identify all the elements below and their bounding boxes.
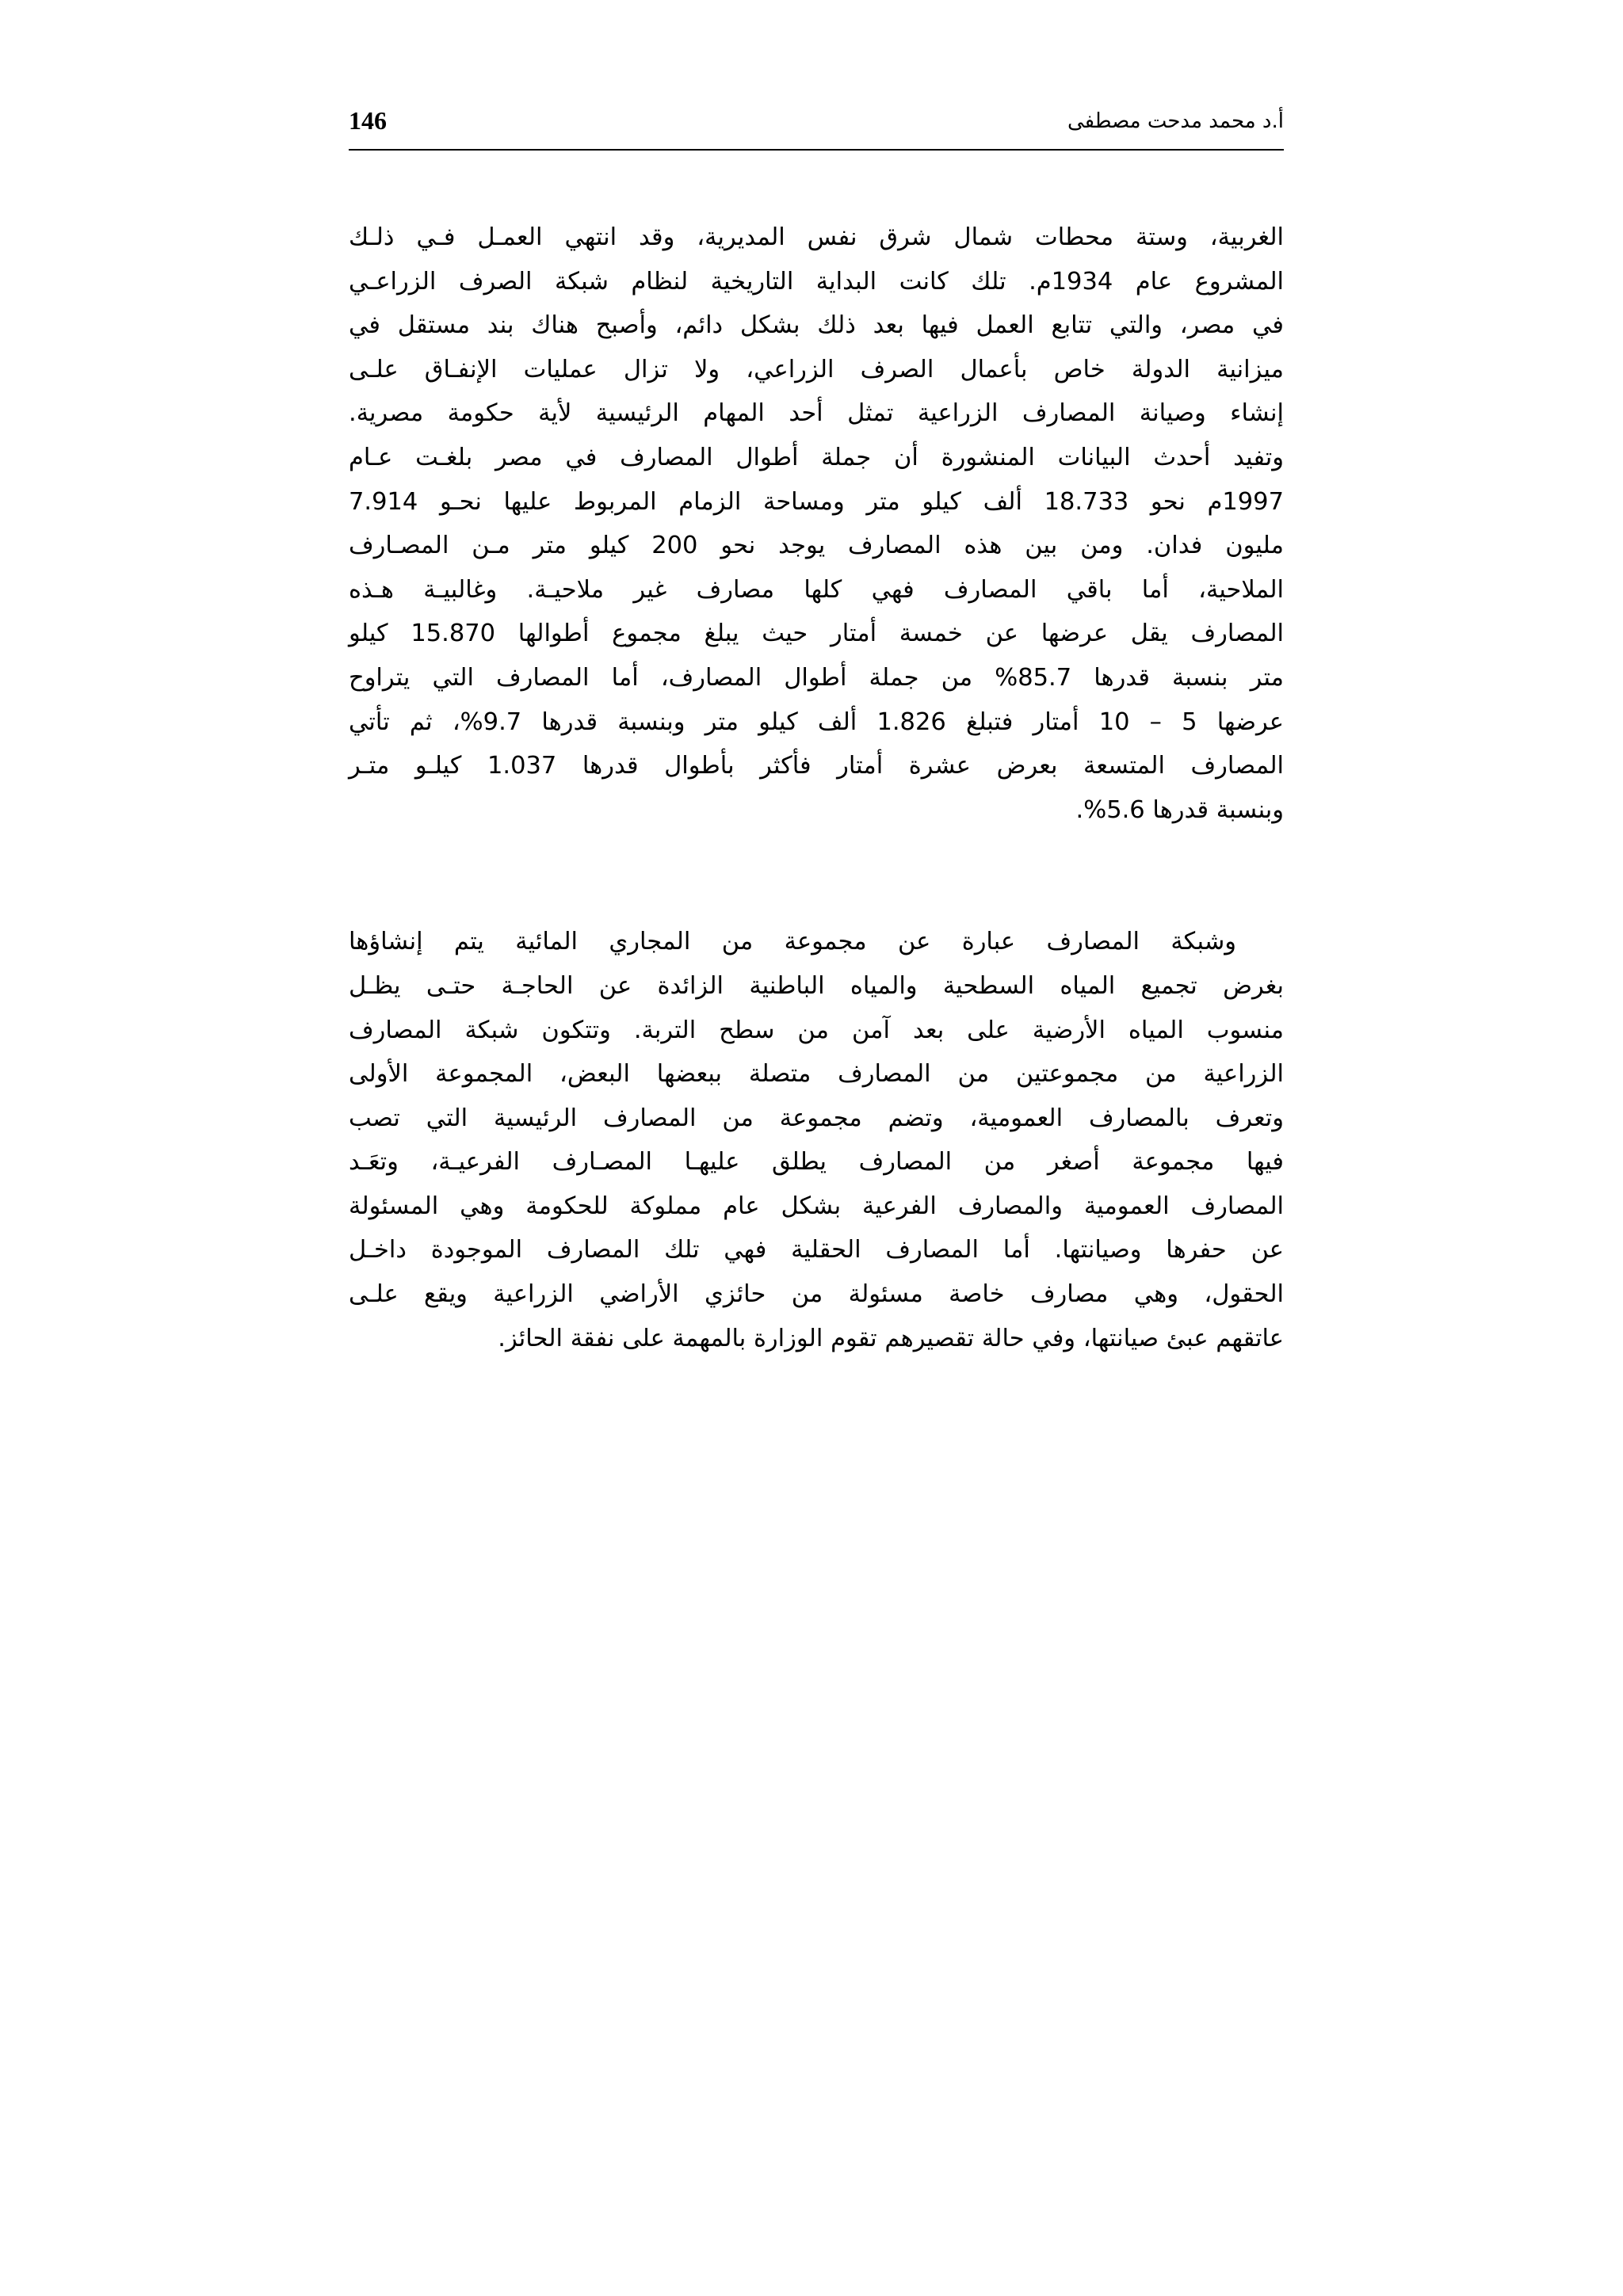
text-line: الغربية، وستة محطات شمال شرق نفس المديرية، وقد انتهي العمـل فـي ذلـك xyxy=(349,223,1284,251)
text-line: فيها مجموعة أصغر من المصارف يطلق عليهـا المصـارف الفرعيـة، وتعَـد xyxy=(349,1148,1284,1177)
text-line: عاتقهم عبئ صيانتها، وفي حالة تقصيرهم تقوم الوزارة بالمهمة على نفقة الحائز. xyxy=(498,1324,1284,1352)
text-line: بغرض تجميع المياه السطحية والمياه الباطنية الزائدة عن الحاجـة حتـى يظـل xyxy=(349,971,1284,1000)
text-line: ميزانية الدولة خاص بأعمال الصرف الزراعي، ولا تزال عمليات الإنفـاق علـى xyxy=(349,355,1284,383)
body-text xyxy=(349,215,1284,1360)
text-line: وتعرف بالمصارف العمومية، وتضم مجموعة من المصارف الرئيسية التي تصب xyxy=(349,1104,1284,1132)
text-line: مليون فدان. ومن بين هذه المصارف يوجد نحو 200 كيلو متر مـن المصـارف xyxy=(349,532,1284,560)
page-header xyxy=(349,101,1284,151)
paragraph-2 xyxy=(349,920,1284,1360)
text-line: الزراعية من مجموعتين من المصارف متصلة ببعضها البعض، المجموعة الأولى xyxy=(349,1060,1284,1089)
paragraph-1 xyxy=(349,215,1284,832)
text-line: الملاحية، أما باقي المصارف فهي كلها مصارف غير ملاحيـة. وغالبيـة هـذه xyxy=(349,575,1284,604)
text-line: وشبكة المصارف عبارة عن مجموعة من المجاري المائية يتم إنشاؤها xyxy=(349,928,1236,956)
text-line: وتفيد أحدث البيانات المنشورة أن جملة أطوال المصارف في مصر بلغـت عـام xyxy=(349,443,1284,471)
page-number: 146 xyxy=(349,106,387,135)
text-line: المشروع عام 1934م. تلك كانت البداية التاريخية لنظام شبكة الصرف الزراعـي xyxy=(349,267,1284,296)
text-line: منسوب المياه الأرضية على بعد آمن من سطح التربة. وتتكون شبكة المصارف xyxy=(349,1016,1284,1044)
running-title: أ.د محمد مدحت مصطفى xyxy=(1067,109,1284,133)
text-line: متر بنسبة قدرها 85.7% من جملة أطوال المصارف، أما المصارف التي يتراوح xyxy=(349,663,1284,692)
text-line: الحقول، وهي مصارف خاصة مسئولة من حائزي الأراضي الزراعية ويقع علـى xyxy=(349,1280,1284,1309)
text-line: المصارف المتسعة بعرض عشرة أمتار فأكثر بأطوال قدرها 1.037 كيلـو متـر xyxy=(349,752,1284,780)
text-line: المصارف العمومية والمصارف الفرعية بشكل عام مملوكة للحكومة وهي المسئولة xyxy=(349,1192,1284,1220)
text-line: عن حفرها وصيانتها. أما المصارف الحقلية فهي تلك المصارف الموجودة داخـل xyxy=(349,1236,1284,1264)
text-line: 1997م نحو 18.733 ألف كيلو متر ومساحة الزمام المربوط عليها نحـو 7.914 xyxy=(349,487,1284,516)
text-line: المصارف يقل عرضها عن خمسة أمتار حيث يبلغ مجموع أطوالها 15.870 كيلو xyxy=(349,620,1284,648)
text-line: إنشاء وصيانة المصارف الزراعية تمثل أحد المهام الرئيسية لأية حكومة مصرية. xyxy=(349,399,1284,428)
text-line: في مصر، والتي تتابع العمل فيها بعد ذلك بشكل دائم، وأصبح هناك بند مستقل في xyxy=(349,311,1284,340)
text-line: وبنسبة قدرها 5.6%. xyxy=(1075,795,1284,824)
text-line: عرضها 5 – 10 أمتار فتبلغ 1.826 ألف كيلو متر وبنسبة قدرها 9.7%، ثم تأتي xyxy=(349,707,1284,736)
